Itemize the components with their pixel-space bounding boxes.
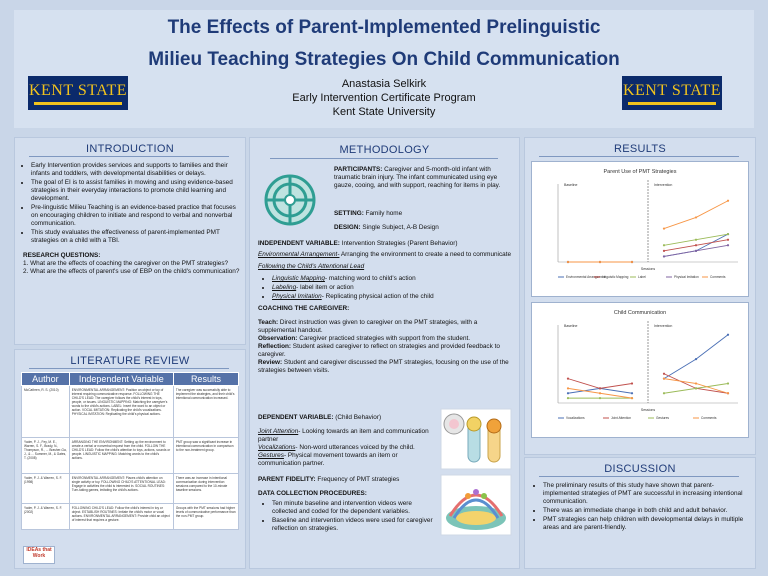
- logo-text: KENT STATE: [622, 81, 722, 99]
- data-point: [567, 387, 569, 389]
- rattle-toys-image: [440, 408, 512, 470]
- list-item: • Baseline and intervention videos were used for caregiver reflection on strategies.: [272, 517, 438, 533]
- dv-item: [258, 428, 438, 444]
- literature-review-title: LITERATURE REVIEW: [70, 355, 190, 367]
- strategy-label: Labeling: [272, 284, 297, 291]
- list-item: [272, 284, 512, 292]
- divider: [539, 476, 739, 477]
- data-point: [695, 358, 697, 360]
- data-point: [663, 392, 665, 394]
- toy-ball-image: [258, 168, 322, 232]
- divider: [29, 368, 229, 369]
- design-text: [334, 224, 512, 232]
- env-body: Arranging the environment to create a need to communicate: [339, 251, 512, 258]
- results-title: RESULTS: [613, 143, 667, 155]
- list-item: • This study evaluates the effectiveness of parent-implemented PMT strategies on a child with a TBI.: [31, 229, 241, 245]
- table-cell-results: The caregiver was successfully able to implement the strategies, and their child's intentional communication increased.: [173, 386, 238, 438]
- chart-title: Child Communication: [613, 310, 667, 316]
- independent-variable-line: [258, 240, 512, 248]
- dv-item-text: - Non-word utterances voiced by the child.: [295, 444, 415, 451]
- data-point: [599, 397, 601, 399]
- data-point: [695, 250, 697, 252]
- data-point: [727, 200, 729, 202]
- divider: [270, 158, 498, 159]
- university-name: Kent State University: [332, 106, 436, 118]
- following-lead-heading: Following the Child's Attentional Lead: [258, 263, 365, 270]
- data-point: [727, 382, 729, 384]
- data-point: [663, 244, 665, 246]
- legend-label: Linguistic Mapping: [602, 275, 629, 279]
- data-point: [695, 387, 697, 389]
- participants-label: PARTICIPANTS:: [334, 166, 383, 173]
- parent-fidelity-line: [258, 476, 438, 484]
- dv-item: [258, 444, 438, 452]
- research-question-1: 1. What are the effects of coaching the caregiver on the PMT strategies?: [23, 260, 229, 267]
- coaching-label: Observation:: [258, 335, 298, 342]
- strategy-text: - Replicating physical action of the child: [321, 293, 434, 300]
- legend-label: Joint Attention: [611, 416, 632, 420]
- coaching-label: Teach:: [258, 319, 279, 326]
- strategy-label: Linguistic Mapping: [272, 275, 325, 282]
- literature-table: [21, 372, 239, 530]
- methodology-panel: [249, 137, 520, 569]
- data-collection-list: [258, 500, 438, 533]
- discussion-panel: [524, 457, 756, 569]
- introduction-panel: [14, 137, 246, 345]
- table-cell-results: Groups with the PMT sessions had higher levels of communicative performance than the non-PMT group.: [173, 504, 238, 530]
- dependent-variable-section: [258, 414, 438, 534]
- poster-title-line1: The Effects of Parent-Implemented Prelinguistic: [167, 17, 601, 38]
- data-point: [599, 392, 601, 394]
- table-header-row: [22, 373, 239, 386]
- data-point: [663, 250, 665, 252]
- legend-label: Label: [638, 275, 646, 279]
- data-point: [695, 239, 697, 241]
- coaching-text: Caregiver practiced strategies with support from the student.: [297, 335, 471, 342]
- research-questions-heading: RESEARCH QUESTIONS:: [23, 252, 101, 259]
- data-point: [727, 334, 729, 336]
- data-point: [663, 373, 665, 375]
- data-point: [599, 261, 601, 263]
- legend-label: Environmental Arrangement: [566, 275, 606, 279]
- setting-label: SETTING:: [334, 210, 364, 217]
- coaching-item: [258, 335, 512, 343]
- introduction-bullets: [19, 162, 241, 245]
- series-line: [664, 379, 728, 394]
- data-point: [727, 239, 729, 241]
- strategies-list: [258, 275, 512, 301]
- poster-header: [14, 10, 754, 128]
- table-cell-results: There was an increase in intentional communication during intervention sessions compared to the 10-minute baseline sessions.: [173, 474, 238, 504]
- literature-review-panel: [14, 349, 246, 569]
- list-item: • Early Intervention provides services and supports to families and their infants and toddlers, with developmental disabilities or delays.: [31, 162, 241, 178]
- results-panel: [524, 137, 756, 455]
- legend-label: Physical Imitation: [674, 275, 699, 279]
- series-line: [664, 201, 728, 229]
- data-point: [695, 244, 697, 246]
- literature-table-wrap: [21, 372, 239, 530]
- play-gym-image: [440, 474, 512, 536]
- dependent-variable-line: [258, 414, 438, 422]
- discussion-body: [531, 482, 749, 533]
- column-header: Results: [173, 373, 238, 386]
- data-point: [663, 227, 665, 229]
- introduction-title: INTRODUCTION: [86, 143, 174, 155]
- table-cell-iv: ENVIRONMENTAL ARRANGEMENT: Places child's attention on single activity or toy. FOLLOWING CHILD'S ATTENTIONAL LEAD: Engage in activities the child is interested in. SOCIAL ROUTINES: Turn-taking games, imitating the child's actions.: [69, 474, 173, 504]
- introduction-body: [19, 162, 241, 276]
- data-point: [663, 255, 665, 257]
- column-header: Independent Variable: [69, 373, 173, 386]
- phase-label-baseline: Baseline: [564, 324, 578, 328]
- setting-body: Family home: [363, 210, 403, 217]
- coaching-item: [258, 359, 512, 375]
- coaching-item: [258, 343, 512, 359]
- data-point: [567, 392, 569, 394]
- independent-variable-section: [258, 240, 512, 375]
- data-point: [567, 378, 569, 380]
- list-item: • Ten minute baseline and intervention videos were collected and coded for the dependent variables.: [272, 500, 438, 516]
- phase-label-intervention: Intervention: [654, 183, 673, 187]
- divider: [29, 156, 229, 157]
- dv-body: (Child Behavior): [333, 414, 382, 421]
- iv-label: INDEPENDENT VARIABLE:: [258, 240, 340, 247]
- data-point: [727, 233, 729, 235]
- list-item: [272, 275, 512, 283]
- legend-label: Comments: [710, 275, 726, 279]
- data-point: [695, 382, 697, 384]
- divider: [539, 156, 739, 157]
- table-cell-iv: ENVIRONMENTAL ARRANGEMENT: Position an object or toy of interest requiring communicative response. FOLLOWING THE CHILD'S LEAD: The caregiver follows the child's interest in toys, people, or issues. LINGUISTIC MAPPING: Matching the caregiver's words to the child's actions. LABEL: Insert the word to an object or action. VOCAL IMITATION: Replicating the child's vocalizations. PHYSICAL IMITATION: Replicating the child's physical actions.: [69, 386, 173, 438]
- program-name: Early Intervention Certificate Program: [292, 92, 476, 104]
- series-line: [664, 335, 728, 379]
- dv-item-text: - Physical movement towards an item or communication partner.: [258, 452, 398, 467]
- legend-label: Gestures: [656, 416, 669, 420]
- chart-title: Parent Use of PMT Strategies: [603, 169, 677, 175]
- table-cell-author: McCathren, R. S. (2010): [22, 386, 70, 438]
- design-body: Single Subject, A-B Design: [360, 224, 439, 231]
- table-row: [22, 438, 239, 474]
- dv-item-label: Joint Attention: [258, 428, 299, 435]
- series-line: [568, 379, 632, 389]
- coaching-heading: COACHING THE CAREGIVER:: [258, 305, 350, 312]
- list-item: • PMT strategies can help children with developmental delays in multiple areas and are parent-friendly.: [543, 516, 749, 532]
- fidelity-body: Frequency of PMT strategies: [315, 476, 400, 483]
- data-point: [567, 261, 569, 263]
- parent-strategies-chart: [532, 162, 748, 296]
- design-label: DESIGN:: [334, 224, 361, 231]
- strategy-text: - matching word to child's action: [324, 275, 416, 282]
- list-item: [272, 293, 512, 301]
- table-cell-results: PMT group saw a significant increase in intentional communication in comparison to the non-treatment group.: [173, 438, 238, 474]
- data-point: [631, 261, 633, 263]
- author-name: Anastasia Selkirk: [341, 78, 427, 90]
- data-point: [631, 392, 633, 394]
- column-header: Author: [22, 373, 70, 386]
- ideas-that-work-logo: IDEAs that Work: [23, 546, 55, 564]
- data-point: [695, 216, 697, 218]
- participants-text: [334, 166, 512, 190]
- table-row: [22, 474, 239, 504]
- table-cell-author: Yoder, P. J. & Warren, S. F. (1998): [22, 474, 70, 504]
- methodology-title: METHODOLOGY: [339, 144, 430, 156]
- x-axis-label: Sessions: [640, 408, 656, 412]
- x-axis-label: Sessions: [640, 267, 656, 271]
- data-point: [727, 244, 729, 246]
- data-point: [727, 392, 729, 394]
- dv-item-label: Vocalizations: [258, 444, 296, 451]
- dv-item-label: Gestures: [258, 452, 284, 459]
- table-cell-iv: FOLLOWING CHILD'S LEAD: Follow the child's interest in toy or object. ESTABLISH ROUTINES: Imitate the child's motor or vocal actions. ENVIRONMENTAL ARRANGEMENT: Provide child an object of interest that requires a gesture.: [69, 504, 173, 530]
- dv-item-text: - Looking towards an item and communication partner: [258, 428, 429, 443]
- setting-text: [334, 210, 512, 218]
- list-item: • Pre-linguistic Milieu Teaching is an evidence-based practice that focuses on encouraging children to initiate and respond to verbal and nonverbal communication.: [31, 204, 241, 228]
- participants-body: Caregiver and 5-month-old infant with traumatic brain injury. The infant communicated using eye gauze, cooing, and with support, reaching for items in play.: [334, 166, 501, 189]
- fidelity-label: PARENT FIDELITY:: [258, 476, 316, 483]
- data-point: [599, 387, 601, 389]
- discussion-title: DISCUSSION: [604, 463, 676, 475]
- coaching-text: Student asked caregiver to reflect on strategies and provided feedback to caregiver.: [258, 343, 500, 358]
- list-item: • There was an immediate change in both child and adult behavior.: [543, 507, 749, 515]
- coaching-text: Student and caregiver discussed the PMT strategies, focusing on the use of the strategies between visits.: [258, 359, 509, 374]
- list-item: • The goal of EI is to assist families in mowing and using evidence-based strategies in their everyday interactions to promote child learning and development.: [31, 179, 241, 203]
- logo-text: KENT STATE: [28, 81, 128, 99]
- data-point: [567, 397, 569, 399]
- child-communication-chart: [532, 303, 748, 437]
- table-cell-author: Yoder, P. J., Fey, M. E., Warren, S. F., Brady, N., Thompson, R., ... Brasher-Ga, J., & ... Summer, M., & Gates, T. (2008): [22, 438, 70, 474]
- parent-chart-box: [531, 161, 749, 297]
- table-cell-author: Yoder, P. J. & Warren, S. F. (2002): [22, 504, 70, 530]
- strategy-label: Physical Imitation: [272, 293, 322, 300]
- table-cell-iv: ARRANGING THE ENVIRONMENT: Setting up the environment to create a verbal or nonverbal request from the child. FOLLOW THE CHILD'S LEAD: Follow the child's attention to toys, actions, sounds or people. LINGUISTIC MAPPING: Matching words to the child's actions.: [69, 438, 173, 474]
- data-point: [663, 378, 665, 380]
- phase-label-baseline: Baseline: [564, 183, 578, 187]
- coaching-item: [258, 319, 512, 335]
- dv-label: DEPENDENT VARIABLE:: [258, 414, 334, 421]
- coaching-label: Review:: [258, 359, 283, 366]
- kent-state-logo-right: [622, 76, 722, 110]
- child-chart-box: [531, 302, 749, 438]
- strategy-text: - label item or action: [296, 284, 354, 291]
- legend-label: Vocalizations: [566, 416, 585, 420]
- poster-title-line2: Milieu Teaching Strategies On Child Communication: [148, 49, 620, 70]
- research-question-2: 2. What are the effects of parent's use of EBP on the child's communication?: [23, 268, 240, 275]
- dv-item: [258, 452, 438, 468]
- list-item: • The preliminary results of this study have shown that parent-implemented strategies of PMT are successful in increasing intentional communication.: [543, 482, 749, 506]
- kent-state-logo-left: [28, 76, 128, 110]
- phase-label-intervention: Intervention: [654, 324, 673, 328]
- data-collection-heading: DATA COLLECTION PROCEDURES:: [258, 490, 367, 497]
- environmental-arrangement-line: [258, 251, 512, 259]
- iv-body: Intervention Strategies (Parent Behavior): [339, 240, 458, 247]
- legend-label: Comments: [701, 416, 717, 420]
- logo-bar: [628, 102, 716, 105]
- data-point: [631, 382, 633, 384]
- discussion-bullets: [531, 482, 749, 532]
- table-row: [22, 504, 239, 530]
- logo-bar: [34, 102, 122, 105]
- coaching-label: Reflection:: [258, 343, 292, 350]
- table-row: [22, 386, 239, 438]
- data-point: [631, 397, 633, 399]
- coaching-text: Direct instruction was given to caregiver on the PMT strategies, with a supplemental handout.: [258, 319, 478, 334]
- env-label: Environmental Arrangement-: [258, 251, 340, 258]
